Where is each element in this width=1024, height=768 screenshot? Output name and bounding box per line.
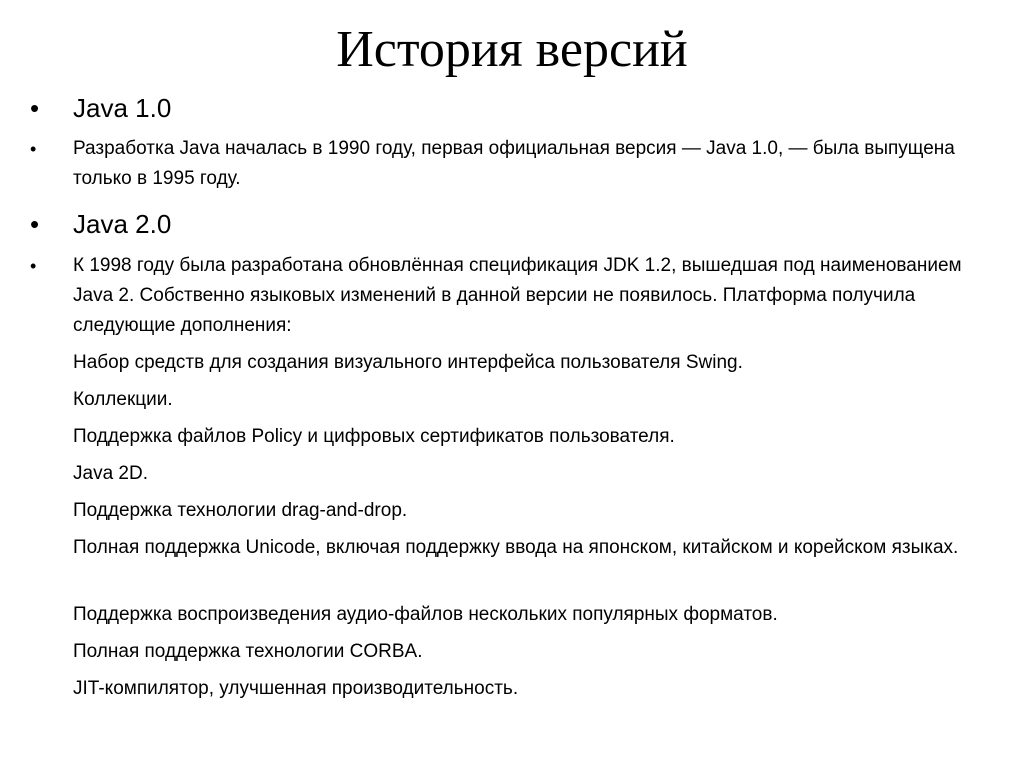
slide-title: История версий <box>336 21 688 78</box>
feature-line-policy: Поддержка файлов Policy и цифровых сертификатов пользователя. <box>73 426 675 447</box>
feature-line-corba: Полная поддержка технологии CORBA. <box>73 641 423 662</box>
feature-line-jit: JIT-компилятор, улучшенная производительность. <box>73 678 519 699</box>
bullet-icon: • <box>30 139 37 159</box>
bullet-icon: • <box>30 93 40 123</box>
bullet-text-java-1: Разработка Java началась в 1990 году, первая официальная версия — Java 1.0, — была выпущена только в 1995 году. <box>73 138 955 189</box>
feature-line-swing: Набор средств для создания визуального интерфейса пользователя Swing. <box>73 352 743 373</box>
bullet-icon: • <box>30 209 40 239</box>
bullet-icon: • <box>30 256 37 276</box>
heading-java-1: Java 1.0 <box>73 93 172 123</box>
feature-line-audio: Поддержка воспроизведения аудио-файлов нескольких популярных форматов. <box>73 604 778 625</box>
feature-line-collections: Коллекции. <box>73 389 173 410</box>
bullet-text-java-2: К 1998 году была разработана обновлённая спецификация JDK 1.2, вышедшая под наименованием Java 2. Собственно языковых изменений в данной версии не появилось. Платформа получила следующие дополнения: <box>73 255 962 336</box>
feature-line-java2d: Java 2D. <box>73 463 148 484</box>
feature-line-unicode: Полная поддержка Unicode, включая поддержку ввода на японском, китайском и корейском языках. <box>73 537 959 558</box>
feature-line-dnd: Поддержка технологии drag-and-drop. <box>73 500 408 521</box>
heading-java-2: Java 2.0 <box>73 209 172 239</box>
